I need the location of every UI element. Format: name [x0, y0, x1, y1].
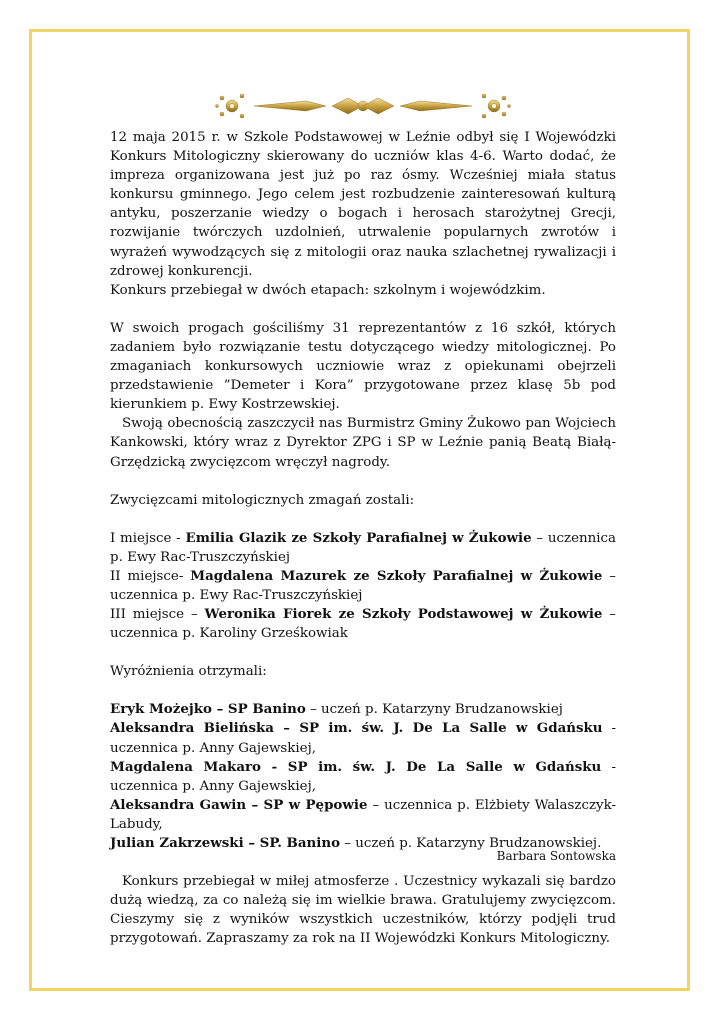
distinction-name: Magdalena Makaro - SP im. św. J. De La Salle w Gdańsku — [110, 758, 602, 775]
distinction-teacher: - uczennica p. Anny Gajewskiej, — [110, 721, 616, 756]
distinction-entry — [110, 758, 616, 796]
distinction-name: Aleksandra Bielińska – SP im. św. J. De La Salle w Gdańsku — [110, 720, 603, 737]
winner-name: Emilia Glazik ze Szkoły Parafialnej w Żukowie — [185, 529, 532, 546]
stages-paragraph: Konkurs przebiegał w dwóch etapach: szkolnym i wojewódzkim. — [110, 282, 546, 298]
winner-teacher: – uczennica p. Ewy Rac-Truszczyńskiej — [110, 530, 617, 565]
author-signature: Barbara Sontowska — [496, 849, 616, 863]
winner-teacher: – uczennica p. Karoliny Grześkowiak — [110, 607, 616, 642]
winner-entry — [110, 605, 616, 643]
article-body — [110, 128, 616, 948]
winner-place: II miejsce- — [110, 568, 191, 584]
winner-name: Weronika Fiorek ze Szkoły Podstawowej w Żukowie — [204, 606, 603, 623]
distinction-name: Julian Zakrzewski – SP. Banino — [110, 835, 341, 851]
distinction-teacher: – uczennica p. Elżbiety Walaszczyk-Labudy, — [110, 797, 616, 832]
mayor-paragraph: Swoją obecnością zaszczycił nas Burmistrz Gminy Żukowo pan Wojciech Kankowski, który wraz z Dyrektor ZPG i SP w Leźnie panią Beatą Białą-Grzędzicką zwycięzcom wręczył nagrody. — [110, 416, 616, 470]
distinction-teacher: - uczennica p. Anny Gajewskiej, — [110, 759, 617, 794]
guests-paragraph: W swoich progach gościliśmy 31 reprezentantów z 16 szkół, których zadaniem było rozwiązanie testu dotyczącego wiedzy mitologicznej. Po zmaganiach konkursowych uczniowie wraz z opiekunami obejrzeli przedstawienie ”Demeter i Kora” przygotowane przez klasę 5b pod kierunkiem p. Ewy Kostrzewskiej. — [110, 320, 616, 413]
winners-heading: Zwycięzcami mitologicznych zmagań zostali: — [110, 492, 415, 508]
winner-name: Magdalena Mazurek ze Szkoły Parafialnej w Żukowie — [190, 567, 603, 584]
winner-entry — [110, 567, 616, 605]
winner-place: I miejsce - — [110, 530, 186, 546]
distinction-entry — [110, 700, 616, 719]
distinction-name: Aleksandra Gawin – SP w Pępowie — [110, 796, 368, 813]
distinction-teacher: – uczeń p. Katarzyny Brudzanowskiej — [305, 702, 563, 718]
gold-ornament-divider — [214, 86, 512, 126]
distinction-teacher: – uczeń p. Katarzyny Brudzanowskiej. — [340, 836, 602, 851]
closing-paragraph: Konkurs przebiegał w miłej atmosferze . Uczestnicy wykazali się bardzo dużą wiedzą, za co należą się im wielkie brawa. Gratulujemy zwycięzcom. Cieszymy się z wyników wszystkich uczestników, którzy podjęli trud przygotowań. Zapraszamy za rok na II Wojewódzki Konkurs Mitologiczny. — [110, 874, 616, 947]
winner-entry — [110, 529, 616, 567]
distinctions-heading: Wyróżnienia otrzymali: — [110, 664, 267, 680]
distinction-entry — [110, 796, 616, 834]
distinction-name: Eryk Możejko – SP Banino — [110, 701, 306, 718]
intro-paragraph: 12 maja 2015 r. w Szkole Podstawowej w Leźnie odbył się I Wojewódzki Konkurs Mitologiczny skierowany do uczniów klas 4-6. Warto dodać, że impreza organizowana jest już po raz ósmy. Wcześniej miała status konkursu gminnego. Jego celem jest rozbudzenie zainteresowań kulturą antyku, poszerzanie wiedzy o bogach i herosach starożytnej Grecji, rozwijanie twórczych uzdolnień, utrwalenie popularnych zwrotów i wyrażeń wywodzących się z mitologii oraz nauka szlachetnej rywalizacji i zdrowej konkurencji. — [110, 130, 616, 279]
winner-place: III miejsce – — [110, 607, 205, 623]
distinction-entry — [110, 719, 616, 757]
winner-teacher: – uczennica p. Ewy Rac-Truszczyńskiej — [110, 568, 616, 603]
